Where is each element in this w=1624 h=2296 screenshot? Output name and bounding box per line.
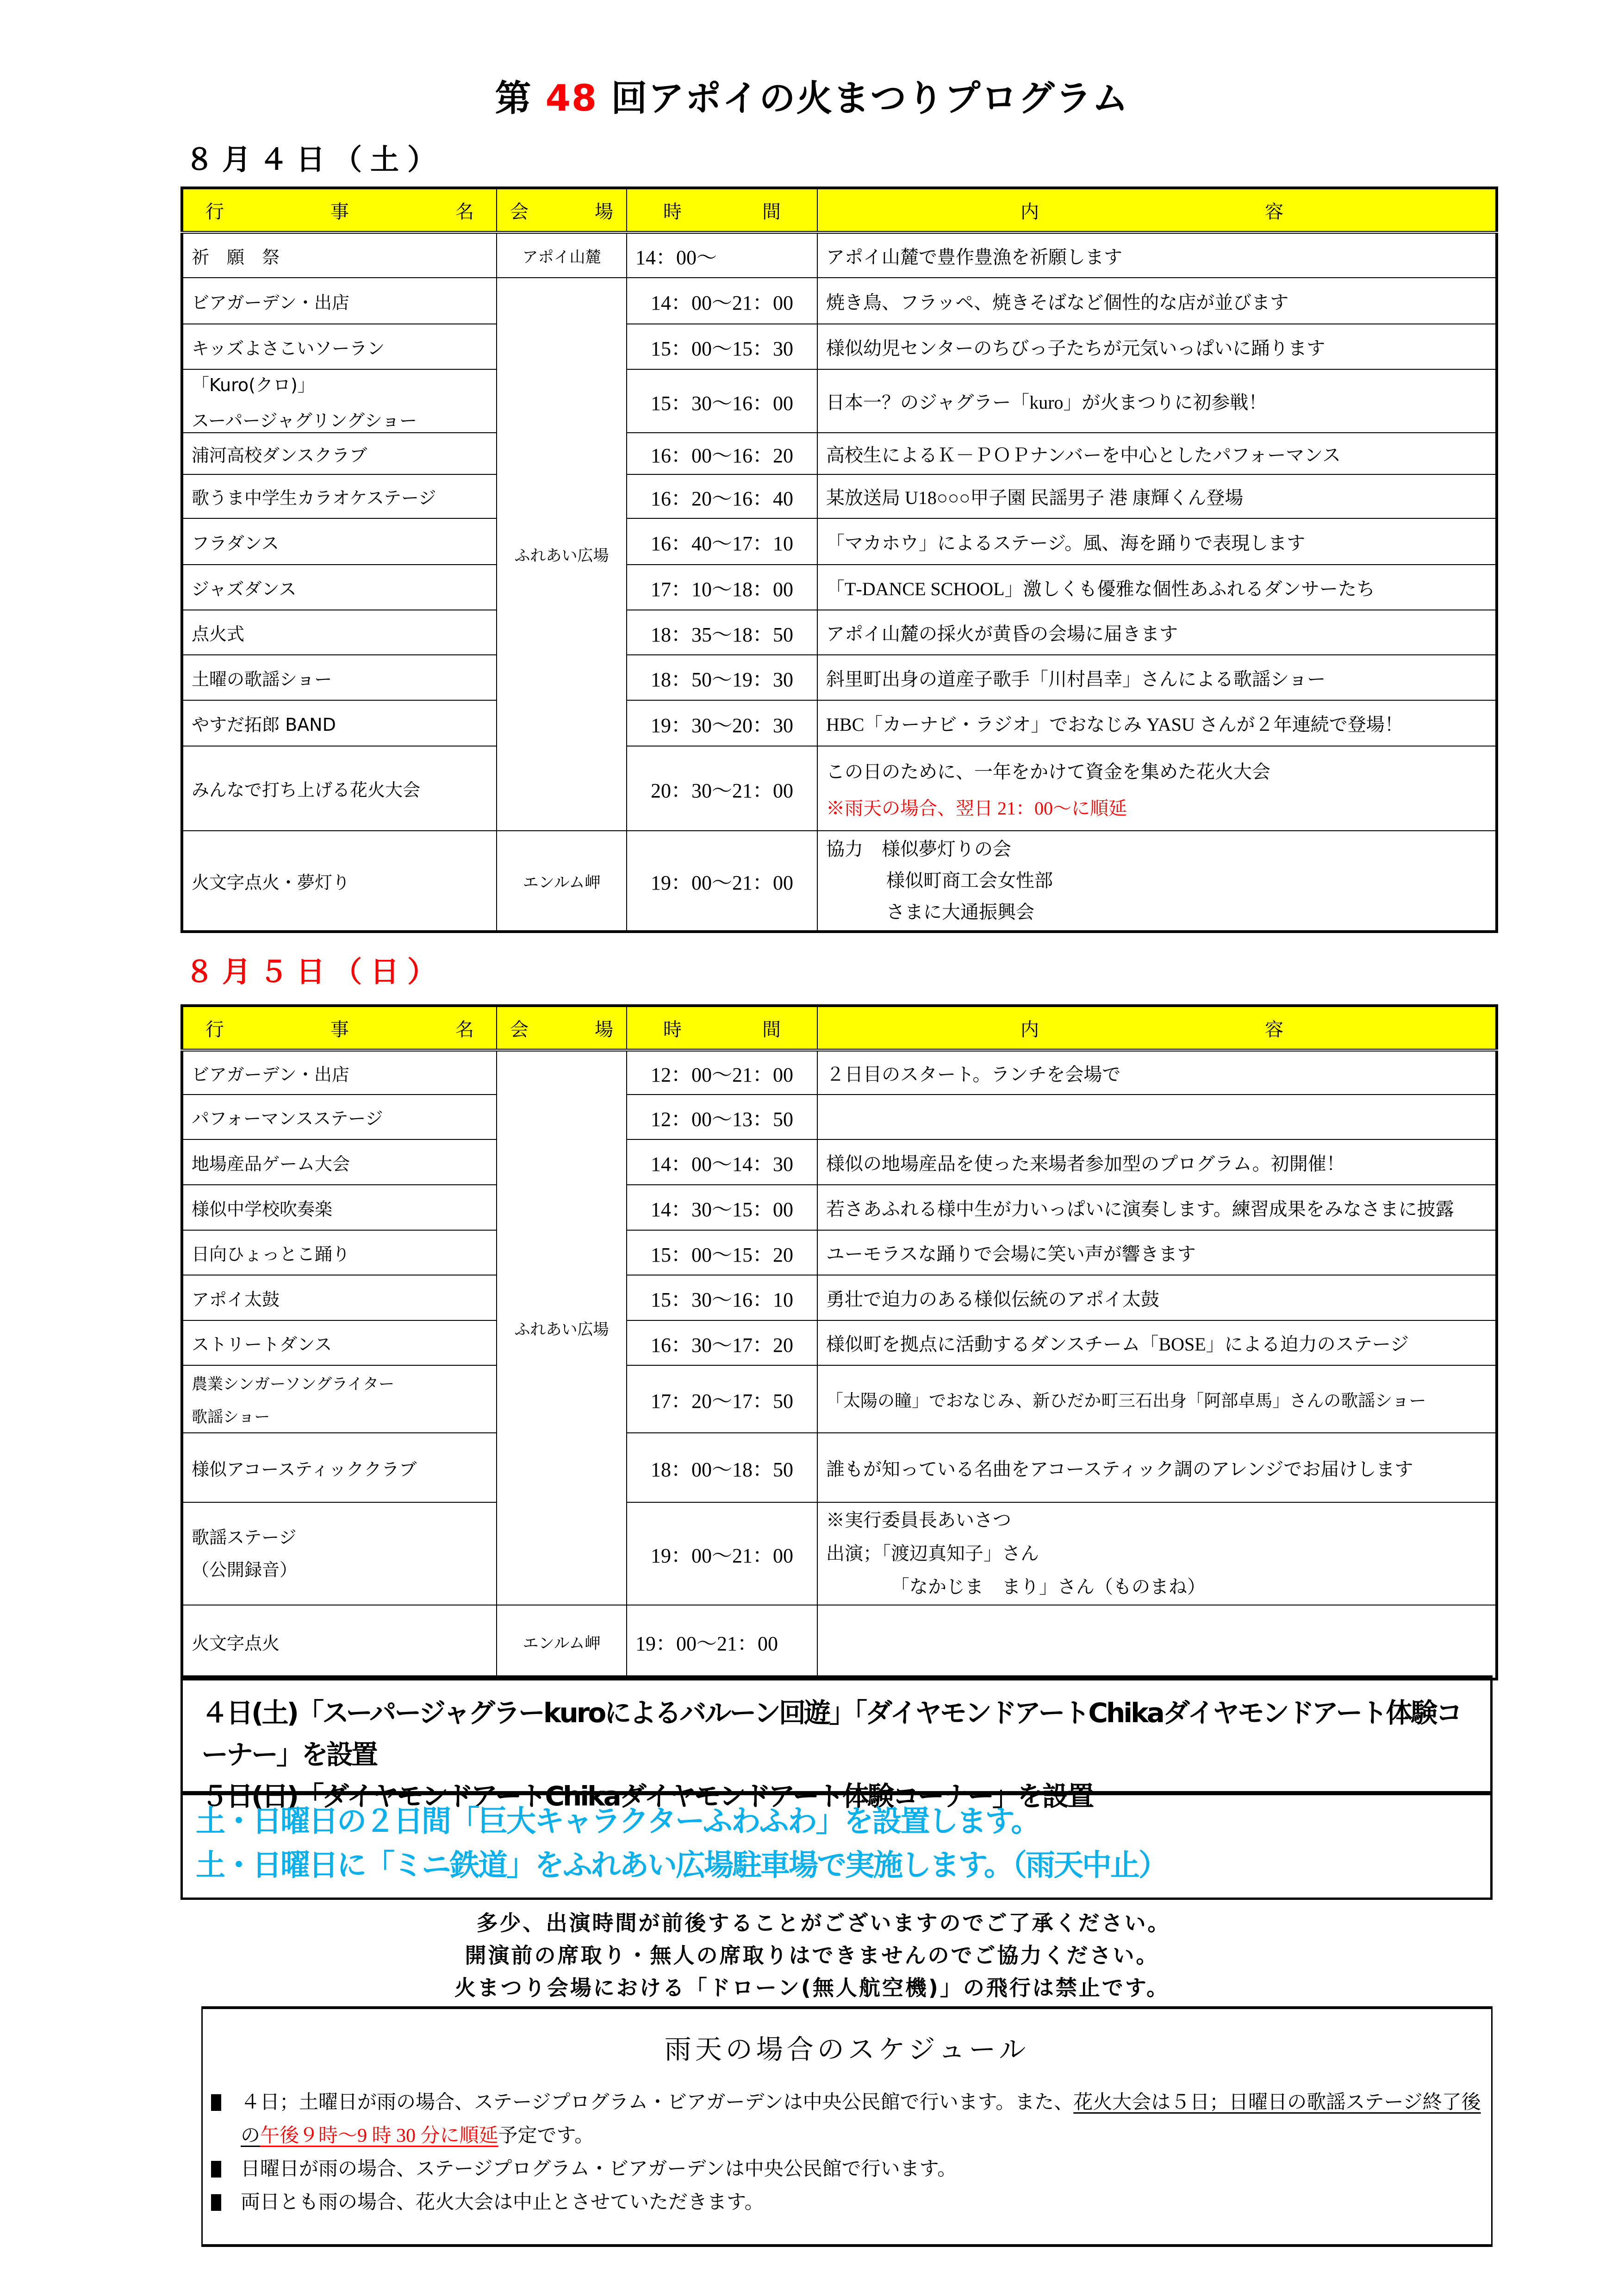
rain-item-both-days: 両日とも雨の場合、花火大会は中止とさせていただきます。 [211,2186,1486,2219]
rain-item-sunday: 日曜日が雨の場合、ステージプログラム・ビアガーデンは中央公民館で行います。 [211,2153,1486,2186]
shared-venue: ふれあい広場 [497,1050,627,1605]
visitor-notes: 多少、出演時間が前後することがございますのでご了承ください。 開演前の席取り・無人の席取りはできませんのでご協力ください。 火まつり会場における「ドローン(無人航空機)」の飛行は禁止です。 [453,1910,1171,2000]
table-row: 祈 願 祭 アポイ山麓 14：00～ アポイ山麓で豊作豊漁を祈願します [182,232,1497,278]
table-row: 地場産品ゲーム大会 14：00～14：30 様似の地場産品を使った来場者参加型のプログラム。初開催！ [182,1139,1497,1185]
square-bullet-icon [211,2194,221,2211]
table-row: 点火式 18：35～18：50 アポイ山麓の採火が黄昏の会場に届きます [182,610,1497,655]
table-row: ストリートダンス 16：30～17：20 様似町を拠点に活動するダンスチーム「BOSE」による迫力のステージ [182,1320,1497,1365]
weekend-attractions-notice: 土・日曜日の２日間「巨大キャラクターふわふわ」を設置します。 土・日曜日に「ミニ鉄道」をふれあい広場駐車場で実施します。（雨天中止） [180,1793,1493,1900]
table-row: 歌うま中学生カラオケステージ 16：20～16：40 某放送局 U18○○○甲子園 民謡男子 港 康輝くん登場 [182,474,1497,518]
day1-heading: ８月４日（土） [185,143,445,176]
square-bullet-icon [211,2161,221,2178]
table-row: 歌謡ステージ （公開録音） 19：00～21：00 ※実行委員長あいさつ 出演；「渡辺真知子」さん 「なかじま まり」さん（ものまね） [182,1502,1497,1605]
rain-schedule-box [201,2006,1493,2247]
rain-postpone-note: ※雨天の場合、翌日 21：00～に順延 [826,797,1127,819]
table-row: キッズよさこいソーラン 15：00～15：30 様似幼児センターのちびっ子たちが元気いっぱいに踊ります [182,324,1497,369]
table-row: ジャズダンス 17：10～18：00 「T‐DANCE SCHOOL」激しくも優雅な個性あふれるダンサーたち [182,565,1497,610]
day1-schedule-table [180,187,1498,933]
col-header-content: 内 容 [817,1006,1497,1050]
col-header-venue: 会 場 [497,188,627,232]
col-header-time: 時 間 [627,188,817,232]
table-row: 火文字点火 エンルム岬 19：00～21：00 [182,1605,1497,1679]
table-row: アポイ太鼓 15：30～16：10 勇壮で迫力のある様似伝統のアポイ太鼓 [182,1275,1497,1320]
special-events-notice: ４日(土)「スーパージャグラーkuroによるバルーン回遊」「ダイヤモンドアートChikaダイヤモンドアート体験コーナー」を設置 ５日(日)「ダイヤモンドアートChikaダイヤモンドアート体験コーナー」を設置 [180,1675,1493,1793]
col-header-venue: 会 場 [497,1006,627,1050]
table-row: 様似アコースティッククラブ 18：00～18：50 誰もが知っている名曲をアコースティック調のアレンジでお届けします [182,1433,1497,1502]
col-header-content: 内 容 [817,188,1497,232]
page-title: 第 48 回アポイの火まつりプログラム [495,78,1129,119]
table-row: 日向ひょっとこ踊り 15：00～15：20 ユーモラスな踊りで会場に笑い声が響きます [182,1230,1497,1275]
table-row: やすだ拓郎 BAND 19：30～20：30 HBC「カーナビ・ラジオ」でおなじみ YASU さんが２年連続で登場！ [182,700,1497,746]
table-row: ビアガーデン・出店 ふれあい広場 14：00～21：00 焼き鳥、フラッペ、焼きそばなど個性的な店が並びます [182,278,1497,324]
day2-schedule-table [180,1004,1498,1680]
col-header-time: 時 間 [627,1006,817,1050]
table-row: 土曜の歌謡ショー 18：50～19：30 斜里町出身の道産子歌手「川村昌幸」さんによる歌謡ショー [182,655,1497,700]
table-row: ビアガーデン・出店 ふれあい広場 12：00～21：00 ２日目のスタート。ランチを会場で [182,1050,1497,1095]
shared-venue: ふれあい広場 [497,278,627,831]
day2-heading: ８月５日（日） [185,955,445,989]
table-row: 様似中学校吹奏楽 14：30～15：00 若さあふれる様中生が力いっぱいに演奏します。練習成果をみなさまに披露 [182,1185,1497,1230]
table-row: フラダンス 16：40～17：10 「マカホウ」によるステージ。風、海を踊りで表現します [182,518,1497,565]
table-row: 火文字点火・夢灯り エンルム岬 19：00～21：00 協力 様似夢灯りの会 様似町商工会女性部 さまに大通振興会 [182,831,1497,932]
edition-number: 48 [545,78,598,119]
table-row: 浦河高校ダンスクラブ 16：00～16：20 高校生によるＫ－ＰＯＰナンバーを中心としたパフォーマンス [182,433,1497,474]
table-row: 「Kuro(クロ)」 スーパージャグリングショー 15：30～16：00 日本一？のジャグラー「kuro」が火まつりに初参戦！ [182,369,1497,433]
table-row: パフォーマンスステージ 12：00～13：50 [182,1095,1497,1139]
square-bullet-icon [211,2094,221,2111]
col-header-event: 行 事 名 [182,1006,497,1050]
rain-schedule-title: 雨天の場合のスケジュール [664,2034,1030,2065]
table-row: 農業シンガーソングライター 歌謡ショー 17：20～17：50 「太陽の瞳」でおなじみ、新ひだか町三石出身「阿部卓馬」さんの歌謡ショー [182,1365,1497,1433]
rain-item-saturday: ４日；土曜日が雨の場合、ステージプログラム・ビアガーデンは中央公民館で行います。また、花火大会は５日；日曜日の歌謡ステージ終了後の午後９時～9 時 30 分に順延予定です。 [211,2086,1486,2153]
col-header-event: 行 事 名 [182,188,497,232]
table-row: みんなで打ち上げる花火大会 20：30～21：00 この日のために、一年をかけて資金を集めた花火大会 ※雨天の場合、翌日 21：00～に順延 [182,746,1497,831]
